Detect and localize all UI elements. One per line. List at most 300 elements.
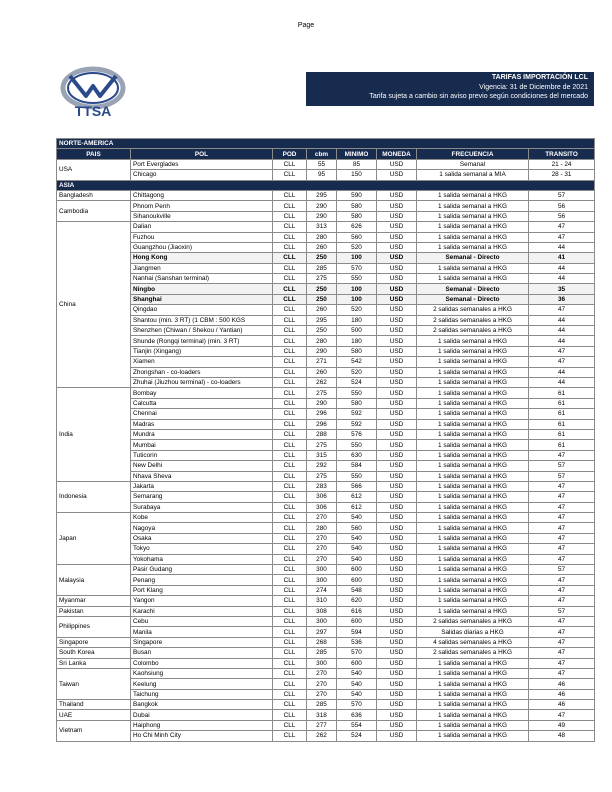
transito-cell: 47 bbox=[529, 668, 595, 678]
transito-cell: 61 bbox=[529, 398, 595, 408]
frecuencia-cell: 1 salida semanal a HKG bbox=[417, 596, 529, 606]
moneda-cell: USD bbox=[377, 284, 417, 294]
moneda-cell: USD bbox=[377, 211, 417, 221]
pod-cell: CLL bbox=[273, 461, 307, 471]
moneda-cell: USD bbox=[377, 450, 417, 460]
table-row bbox=[57, 232, 595, 242]
transito-cell: 47 bbox=[529, 544, 595, 554]
frecuencia-cell: Semanal - Directo bbox=[417, 253, 529, 263]
minimo-cell: 554 bbox=[337, 720, 377, 730]
moneda-cell: USD bbox=[377, 689, 417, 699]
table-row bbox=[57, 274, 595, 284]
frecuencia-cell: 2 salidas semanales a HKG bbox=[417, 648, 529, 658]
frecuencia-cell: 1 salida semanal a HKG bbox=[417, 440, 529, 450]
cbm-cell: 95 bbox=[307, 170, 337, 180]
minimo-cell: 592 bbox=[337, 409, 377, 419]
moneda-cell: USD bbox=[377, 253, 417, 263]
table-row bbox=[57, 315, 595, 325]
transito-cell: 44 bbox=[529, 367, 595, 377]
transito-cell: 44 bbox=[529, 242, 595, 252]
country-cell: Thailand bbox=[57, 700, 131, 710]
country-cell: Taiwan bbox=[57, 668, 131, 699]
frecuencia-cell: 1 salida semanal a HKG bbox=[417, 523, 529, 533]
frecuencia-cell: 1 salida semanal a HKG bbox=[417, 263, 529, 273]
pol-cell: Shunde (Rongqi terminal) (min. 3 RT) bbox=[131, 336, 273, 346]
transito-cell: 57 bbox=[529, 471, 595, 481]
cbm-cell: 277 bbox=[307, 720, 337, 730]
pod-cell: CLL bbox=[273, 336, 307, 346]
frecuencia-cell: 1 salida semanal a HKG bbox=[417, 554, 529, 564]
moneda-cell: USD bbox=[377, 419, 417, 429]
pod-cell: CLL bbox=[273, 263, 307, 273]
table-row bbox=[57, 377, 595, 387]
table-row bbox=[57, 731, 595, 741]
frecuencia-cell: 1 salida semanal a HKG bbox=[417, 700, 529, 710]
cbm-cell: 270 bbox=[307, 668, 337, 678]
pod-cell: CLL bbox=[273, 513, 307, 523]
pol-cell: Chicago bbox=[131, 170, 273, 180]
moneda-cell: USD bbox=[377, 481, 417, 491]
pol-cell: Osaka bbox=[131, 533, 273, 543]
moneda-cell: USD bbox=[377, 648, 417, 658]
pod-cell: CLL bbox=[273, 170, 307, 180]
frecuencia-cell: 1 salida semanal a HKG bbox=[417, 513, 529, 523]
country-cell: Cambodia bbox=[57, 201, 131, 222]
minimo-cell: 500 bbox=[337, 326, 377, 336]
cbm-cell: 300 bbox=[307, 616, 337, 626]
moneda-cell: USD bbox=[377, 357, 417, 367]
frecuencia-cell: 1 salida semanal a HKG bbox=[417, 367, 529, 377]
transito-cell: 47 bbox=[529, 627, 595, 637]
moneda-cell: USD bbox=[377, 440, 417, 450]
transito-cell: 61 bbox=[529, 388, 595, 398]
minimo-cell: 570 bbox=[337, 648, 377, 658]
minimo-cell: 600 bbox=[337, 565, 377, 575]
pod-cell: CLL bbox=[273, 190, 307, 200]
frecuencia-cell: 1 salida semanal a HKG bbox=[417, 471, 529, 481]
frecuencia-cell: 2 salidas semanales a HKG bbox=[417, 616, 529, 626]
pol-cell: Colombo bbox=[131, 658, 273, 668]
transito-cell: 57 bbox=[529, 190, 595, 200]
moneda-cell: USD bbox=[377, 616, 417, 626]
pod-cell: CLL bbox=[273, 637, 307, 647]
frecuencia-cell: 1 salida semanal a HKG bbox=[417, 357, 529, 367]
moneda-cell: USD bbox=[377, 523, 417, 533]
transito-cell: 61 bbox=[529, 440, 595, 450]
country-cell: UAE bbox=[57, 710, 131, 720]
frecuencia-cell: 1 salida semanal a HKG bbox=[417, 710, 529, 720]
moneda-cell: USD bbox=[377, 502, 417, 512]
cbm-cell: 285 bbox=[307, 648, 337, 658]
minimo-cell: 520 bbox=[337, 242, 377, 252]
transito-cell: 44 bbox=[529, 336, 595, 346]
transito-cell: 44 bbox=[529, 263, 595, 273]
frecuencia-cell: 1 salida semanal a HKG bbox=[417, 232, 529, 242]
country-cell: Bangladesh bbox=[57, 190, 131, 200]
minimo-cell: 520 bbox=[337, 367, 377, 377]
frecuencia-cell: 1 salida semanal a HKG bbox=[417, 679, 529, 689]
frecuencia-cell: 1 salida semanal a HKG bbox=[417, 668, 529, 678]
pol-cell: Semarang bbox=[131, 492, 273, 502]
minimo-cell: 542 bbox=[337, 357, 377, 367]
transito-cell: 56 bbox=[529, 211, 595, 221]
pod-cell: CLL bbox=[273, 523, 307, 533]
cbm-cell: 310 bbox=[307, 596, 337, 606]
moneda-cell: USD bbox=[377, 554, 417, 564]
pod-cell: CLL bbox=[273, 398, 307, 408]
cbm-cell: 275 bbox=[307, 274, 337, 284]
table-row bbox=[57, 596, 595, 606]
pol-cell: Kobe bbox=[131, 513, 273, 523]
pod-cell: CLL bbox=[273, 689, 307, 699]
column-header: MINIMO bbox=[337, 149, 377, 159]
pol-cell: Ningbo bbox=[131, 284, 273, 294]
frecuencia-cell: Semanal - Directo bbox=[417, 284, 529, 294]
frecuencia-cell: 1 salida semanal a HKG bbox=[417, 658, 529, 668]
table-row bbox=[57, 419, 595, 429]
pod-cell: CLL bbox=[273, 575, 307, 585]
minimo-cell: 580 bbox=[337, 201, 377, 211]
pol-cell: Jakarta bbox=[131, 481, 273, 491]
table-row bbox=[57, 481, 595, 491]
moneda-cell: USD bbox=[377, 544, 417, 554]
pod-cell: CLL bbox=[273, 367, 307, 377]
minimo-cell: 524 bbox=[337, 377, 377, 387]
transito-cell: 47 bbox=[529, 492, 595, 502]
pod-cell: CLL bbox=[273, 357, 307, 367]
moneda-cell: USD bbox=[377, 637, 417, 647]
cbm-cell: 260 bbox=[307, 242, 337, 252]
transito-cell: 47 bbox=[529, 481, 595, 491]
transito-cell: 57 bbox=[529, 461, 595, 471]
cbm-cell: 296 bbox=[307, 409, 337, 419]
table-row bbox=[57, 326, 595, 336]
minimo-cell: 540 bbox=[337, 533, 377, 543]
minimo-cell: 566 bbox=[337, 481, 377, 491]
cbm-cell: 313 bbox=[307, 222, 337, 232]
pod-cell: CLL bbox=[273, 294, 307, 304]
table-row bbox=[57, 637, 595, 647]
rates-table bbox=[56, 138, 595, 742]
pol-cell: Kaohsiung bbox=[131, 668, 273, 678]
minimo-cell: 150 bbox=[337, 170, 377, 180]
moneda-cell: USD bbox=[377, 367, 417, 377]
pol-cell: Singapore bbox=[131, 637, 273, 647]
moneda-cell: USD bbox=[377, 596, 417, 606]
banner-title: TARIFAS IMPORTACIÓN LCL bbox=[491, 74, 588, 81]
pod-cell: CLL bbox=[273, 211, 307, 221]
banner-note: Tarifa sujeta a cambio sin aviso previo según condiciones del mercado bbox=[369, 93, 588, 100]
frecuencia-cell: 1 salida semanal a HKG bbox=[417, 429, 529, 439]
minimo-cell: 620 bbox=[337, 596, 377, 606]
frecuencia-cell: 1 salida semanal a HKG bbox=[417, 211, 529, 221]
frecuencia-cell: 1 salida semanal a HKG bbox=[417, 274, 529, 284]
table-row bbox=[57, 263, 595, 273]
moneda-cell: USD bbox=[377, 170, 417, 180]
pol-cell: Calcutta bbox=[131, 398, 273, 408]
minimo-cell: 180 bbox=[337, 336, 377, 346]
transito-cell: 21 - 24 bbox=[529, 159, 595, 169]
cbm-cell: 270 bbox=[307, 544, 337, 554]
moneda-cell: USD bbox=[377, 565, 417, 575]
table-row bbox=[57, 502, 595, 512]
transito-cell: 46 bbox=[529, 679, 595, 689]
frecuencia-cell: 1 salida semanal a HKG bbox=[417, 346, 529, 356]
frecuencia-cell: 1 salida semanal a HKG bbox=[417, 720, 529, 730]
pol-cell: Chittagong bbox=[131, 190, 273, 200]
transito-cell: 61 bbox=[529, 429, 595, 439]
pol-cell: Xiamen bbox=[131, 357, 273, 367]
frecuencia-cell: 1 salida semanal a HKG bbox=[417, 533, 529, 543]
cbm-cell: 270 bbox=[307, 689, 337, 699]
frecuencia-cell: 1 salida semanal a HKG bbox=[417, 409, 529, 419]
ttsa-logo bbox=[58, 66, 128, 122]
minimo-cell: 550 bbox=[337, 388, 377, 398]
transito-cell: 48 bbox=[529, 731, 595, 741]
transito-cell: 47 bbox=[529, 585, 595, 595]
table-row bbox=[57, 367, 595, 377]
cbm-cell: 318 bbox=[307, 710, 337, 720]
moneda-cell: USD bbox=[377, 409, 417, 419]
moneda-cell: USD bbox=[377, 326, 417, 336]
transito-cell: 47 bbox=[529, 637, 595, 647]
column-header: MONEDA bbox=[377, 149, 417, 159]
cbm-cell: 250 bbox=[307, 253, 337, 263]
pol-cell: Madras bbox=[131, 419, 273, 429]
moneda-cell: USD bbox=[377, 658, 417, 668]
country-cell: Philippines bbox=[57, 616, 131, 637]
pol-cell: Fuzhou bbox=[131, 232, 273, 242]
pol-cell: Chennai bbox=[131, 409, 273, 419]
cbm-cell: 271 bbox=[307, 357, 337, 367]
transito-cell: 56 bbox=[529, 201, 595, 211]
transito-cell: 44 bbox=[529, 326, 595, 336]
moneda-cell: USD bbox=[377, 710, 417, 720]
transito-cell: 47 bbox=[529, 357, 595, 367]
table-row bbox=[57, 720, 595, 730]
frecuencia-cell: 1 salida semanal a HKG bbox=[417, 606, 529, 616]
minimo-cell: 600 bbox=[337, 658, 377, 668]
transito-cell: 61 bbox=[529, 419, 595, 429]
pod-cell: CLL bbox=[273, 419, 307, 429]
moneda-cell: USD bbox=[377, 274, 417, 284]
column-header: POL bbox=[131, 149, 273, 159]
pol-cell: Tokyo bbox=[131, 544, 273, 554]
pod-cell: CLL bbox=[273, 409, 307, 419]
cbm-cell: 270 bbox=[307, 533, 337, 543]
moneda-cell: USD bbox=[377, 513, 417, 523]
header-row bbox=[57, 149, 595, 159]
moneda-cell: USD bbox=[377, 429, 417, 439]
pod-cell: CLL bbox=[273, 616, 307, 626]
minimo-cell: 612 bbox=[337, 492, 377, 502]
pod-cell: CLL bbox=[273, 565, 307, 575]
frecuencia-cell: 1 salida semanal a HKG bbox=[417, 377, 529, 387]
cbm-cell: 275 bbox=[307, 471, 337, 481]
pol-cell: Cebu bbox=[131, 616, 273, 626]
table-row bbox=[57, 627, 595, 637]
country-cell: Myanmar bbox=[57, 596, 131, 606]
table-row bbox=[57, 201, 595, 211]
pod-cell: CLL bbox=[273, 648, 307, 658]
pol-cell: Sihanoukville bbox=[131, 211, 273, 221]
pod-cell: CLL bbox=[273, 159, 307, 169]
table-row bbox=[57, 294, 595, 304]
pod-cell: CLL bbox=[273, 346, 307, 356]
minimo-cell: 616 bbox=[337, 606, 377, 616]
pol-cell: Bombay bbox=[131, 388, 273, 398]
moneda-cell: USD bbox=[377, 398, 417, 408]
frecuencia-cell: Salidas diarias a HKG bbox=[417, 627, 529, 637]
pol-cell: Karachi bbox=[131, 606, 273, 616]
pod-cell: CLL bbox=[273, 315, 307, 325]
cbm-cell: 262 bbox=[307, 377, 337, 387]
minimo-cell: 540 bbox=[337, 679, 377, 689]
frecuencia-cell: 4 salidas semanales a HKG bbox=[417, 637, 529, 647]
cbm-cell: 290 bbox=[307, 201, 337, 211]
table-row bbox=[57, 616, 595, 626]
frecuencia-cell: 1 salida semanal a HKG bbox=[417, 201, 529, 211]
transito-cell: 61 bbox=[529, 409, 595, 419]
table-row bbox=[57, 357, 595, 367]
table-row bbox=[57, 253, 595, 263]
pod-cell: CLL bbox=[273, 533, 307, 543]
frecuencia-cell: 1 salida semanal a HKG bbox=[417, 689, 529, 699]
pod-cell: CLL bbox=[273, 429, 307, 439]
transito-cell: 47 bbox=[529, 533, 595, 543]
minimo-cell: 536 bbox=[337, 637, 377, 647]
minimo-cell: 600 bbox=[337, 616, 377, 626]
minimo-cell: 612 bbox=[337, 502, 377, 512]
pol-cell: Dubai bbox=[131, 710, 273, 720]
minimo-cell: 100 bbox=[337, 253, 377, 263]
frecuencia-cell: 1 salida semanal a HKG bbox=[417, 388, 529, 398]
moneda-cell: USD bbox=[377, 336, 417, 346]
table-row bbox=[57, 523, 595, 533]
table-row bbox=[57, 554, 595, 564]
svg-text:TTSA: TTSA bbox=[74, 103, 112, 119]
pod-cell: CLL bbox=[273, 222, 307, 232]
moneda-cell: USD bbox=[377, 242, 417, 252]
pod-cell: CLL bbox=[273, 596, 307, 606]
moneda-cell: USD bbox=[377, 377, 417, 387]
transito-cell: 57 bbox=[529, 565, 595, 575]
country-cell: Japan bbox=[57, 513, 131, 565]
moneda-cell: USD bbox=[377, 668, 417, 678]
transito-cell: 28 - 31 bbox=[529, 170, 595, 180]
frecuencia-cell: 1 salida semanal a HKG bbox=[417, 481, 529, 491]
cbm-cell: 283 bbox=[307, 481, 337, 491]
table-row bbox=[57, 679, 595, 689]
table-row bbox=[57, 513, 595, 523]
pol-cell: Taichung bbox=[131, 689, 273, 699]
pol-cell: Shanghai bbox=[131, 294, 273, 304]
country-cell: Malaysia bbox=[57, 565, 131, 596]
cbm-cell: 270 bbox=[307, 679, 337, 689]
cbm-cell: 250 bbox=[307, 294, 337, 304]
country-cell: Vietnam bbox=[57, 720, 131, 741]
minimo-cell: 636 bbox=[337, 710, 377, 720]
frecuencia-cell: 1 salida semanal a HKG bbox=[417, 450, 529, 460]
table-row bbox=[57, 450, 595, 460]
pod-cell: CLL bbox=[273, 232, 307, 242]
table-row bbox=[57, 346, 595, 356]
cbm-cell: 300 bbox=[307, 565, 337, 575]
cbm-cell: 296 bbox=[307, 419, 337, 429]
country-cell: China bbox=[57, 222, 131, 388]
cbm-cell: 275 bbox=[307, 440, 337, 450]
pod-cell: CLL bbox=[273, 627, 307, 637]
table-row bbox=[57, 585, 595, 595]
minimo-cell: 626 bbox=[337, 222, 377, 232]
minimo-cell: 548 bbox=[337, 585, 377, 595]
page-header: Page bbox=[297, 22, 315, 29]
moneda-cell: USD bbox=[377, 627, 417, 637]
minimo-cell: 580 bbox=[337, 211, 377, 221]
cbm-cell: 300 bbox=[307, 575, 337, 585]
pod-cell: CLL bbox=[273, 710, 307, 720]
minimo-cell: 550 bbox=[337, 471, 377, 481]
pol-cell: Yokohama bbox=[131, 554, 273, 564]
minimo-cell: 570 bbox=[337, 700, 377, 710]
transito-cell: 47 bbox=[529, 523, 595, 533]
moneda-cell: USD bbox=[377, 575, 417, 585]
cbm-cell: 295 bbox=[307, 190, 337, 200]
pod-cell: CLL bbox=[273, 544, 307, 554]
transito-cell: 47 bbox=[529, 658, 595, 668]
table-row bbox=[57, 575, 595, 585]
frecuencia-cell: Semanal - Directo bbox=[417, 294, 529, 304]
pol-cell: Guangzhou (Jiaoxin) bbox=[131, 242, 273, 252]
minimo-cell: 576 bbox=[337, 429, 377, 439]
frecuencia-cell: 2 salidas semanales a HKG bbox=[417, 305, 529, 315]
table-row bbox=[57, 471, 595, 481]
pod-cell: CLL bbox=[273, 253, 307, 263]
pod-cell: CLL bbox=[273, 731, 307, 741]
cbm-cell: 306 bbox=[307, 492, 337, 502]
cbm-cell: 285 bbox=[307, 700, 337, 710]
transito-cell: 36 bbox=[529, 294, 595, 304]
transito-cell: 47 bbox=[529, 232, 595, 242]
pod-cell: CLL bbox=[273, 668, 307, 678]
transito-cell: 47 bbox=[529, 502, 595, 512]
frecuencia-cell: 1 salida semanal a MIA bbox=[417, 170, 529, 180]
minimo-cell: 100 bbox=[337, 284, 377, 294]
pol-cell: New Delhi bbox=[131, 461, 273, 471]
pol-cell: Busan bbox=[131, 648, 273, 658]
cbm-cell: 292 bbox=[307, 461, 337, 471]
minimo-cell: 600 bbox=[337, 575, 377, 585]
transito-cell: 47 bbox=[529, 222, 595, 232]
table-row bbox=[57, 606, 595, 616]
rates-table-container bbox=[56, 138, 594, 742]
table-row bbox=[57, 544, 595, 554]
cbm-cell: 315 bbox=[307, 450, 337, 460]
cbm-cell: 274 bbox=[307, 585, 337, 595]
frecuencia-cell: 1 salida semanal a HKG bbox=[417, 544, 529, 554]
table-row bbox=[57, 388, 595, 398]
cbm-cell: 280 bbox=[307, 523, 337, 533]
transito-cell: 47 bbox=[529, 513, 595, 523]
minimo-cell: 590 bbox=[337, 190, 377, 200]
transito-cell: 47 bbox=[529, 554, 595, 564]
country-cell: Indonesia bbox=[57, 481, 131, 512]
country-cell: Pakistan bbox=[57, 606, 131, 616]
pol-cell: Nhava Sheva bbox=[131, 471, 273, 481]
minimo-cell: 540 bbox=[337, 513, 377, 523]
frecuencia-cell: 1 salida semanal a HKG bbox=[417, 336, 529, 346]
table-row bbox=[57, 533, 595, 543]
